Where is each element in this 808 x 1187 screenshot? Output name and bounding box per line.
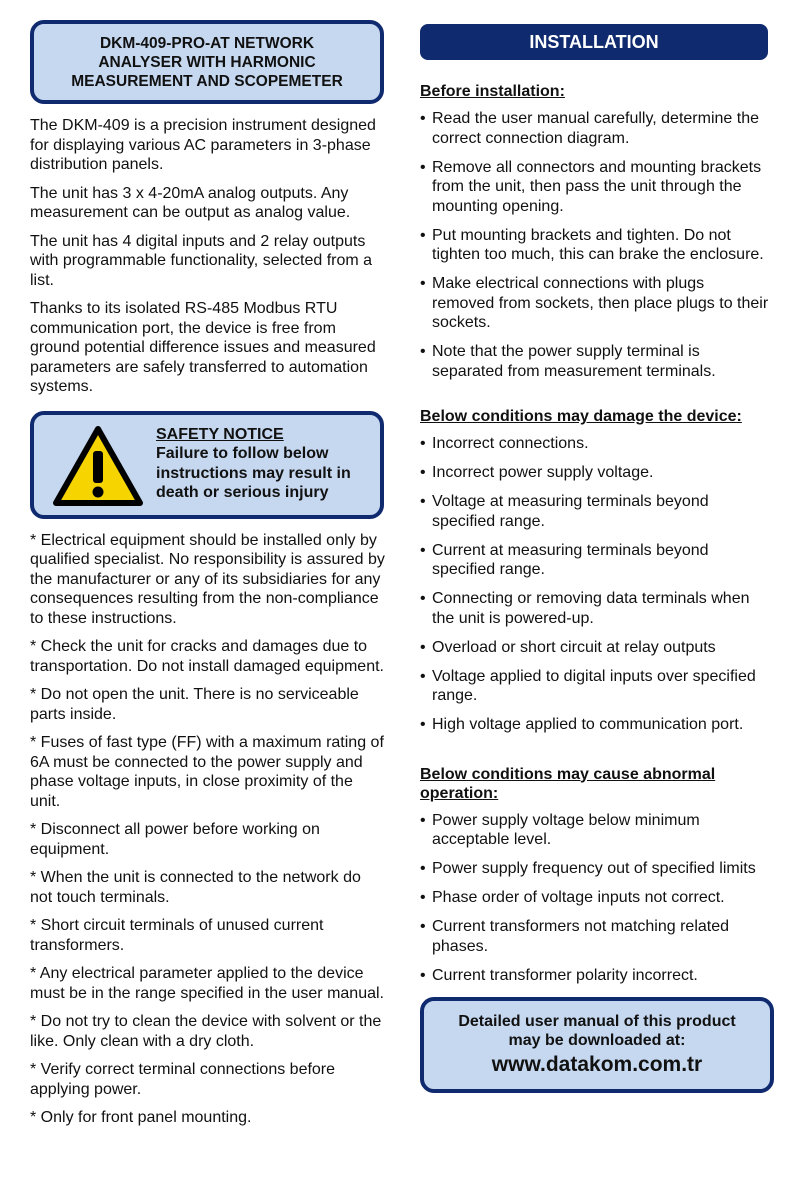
warning-triangle-icon	[52, 425, 144, 507]
safety-notice-box	[30, 411, 384, 519]
list-item: • Overload or short circuit at relay outputs	[420, 638, 770, 658]
safety-rule: * Electrical equipment should be installed only by qualified specialist. No responsibility is assured by the manufacturer or any of its subsidiaries for any consequences resulting from the non-compliance to these instructions.	[30, 531, 385, 627]
list-item: • Current transformers not matching related phases.	[420, 917, 770, 956]
list-item: • Note that the power supply terminal is separated from measurement terminals.	[420, 342, 770, 381]
damage-conditions-list	[420, 434, 770, 735]
list-item: • Connecting or removing data terminals when the unit is powered-up.	[420, 589, 770, 628]
list-item: • Current at measuring terminals beyond specified range.	[420, 541, 770, 580]
product-title-box	[30, 20, 384, 104]
list-item: • Power supply voltage below minimum acceptable level.	[420, 811, 770, 850]
list-item: • Read the user manual carefully, determine the correct connection diagram.	[420, 109, 770, 148]
safety-rule: * Verify correct terminal connections before applying power.	[30, 1061, 336, 1098]
list-item: • Current transformer polarity incorrect.	[420, 966, 770, 986]
right-column	[420, 24, 770, 1093]
title-line: MEASUREMENT AND SCOPEMETER	[71, 72, 343, 90]
list-item: • Put mounting brackets and tighten. Do not tighten too much, this can brake the enclosure.	[420, 226, 770, 265]
intro-paragraph: Thanks to its isolated RS-485 Modbus RTU communication port, the device is free from ground potential difference issues and measured parameters are safely transferred to automation systems.	[30, 300, 376, 395]
abnormal-operation-section	[420, 765, 770, 986]
intro-paragraph: The unit has 4 digital inputs and 2 relay outputs with programmable functionality, selected from a list.	[30, 232, 373, 289]
safety-rule: * Only for front panel mounting.	[30, 1109, 252, 1126]
left-column	[30, 20, 386, 1137]
damage-conditions-section	[420, 407, 770, 735]
website-url: www.datakom.com.tr	[491, 1053, 703, 1076]
intro-paragraph: The DKM-409 is a precision instrument designed for displaying various AC parameters in 3-phase distribution panels.	[30, 117, 376, 173]
section-title: Before installation:	[420, 83, 565, 100]
download-text: may be downloaded at:	[508, 1032, 686, 1049]
safety-heading: SAFETY NOTICE	[156, 425, 284, 443]
download-info-box	[420, 997, 774, 1093]
list-item: • High voltage applied to communication port.	[420, 715, 770, 735]
intro-paragraph: The unit has 3 x 4-20mA analog outputs. Any measurement can be output as analog value.	[30, 184, 351, 221]
abnormal-operation-list	[420, 811, 770, 986]
safety-text	[156, 425, 371, 503]
safety-rules	[30, 531, 386, 1128]
list-item: • Phase order of voltage inputs not correct.	[420, 888, 770, 908]
safety-rule: * Fuses of fast type (FF) with a maximum rating of 6A must be connected to the power supply and phase voltage inputs, in close proximity of the unit.	[30, 734, 384, 810]
list-item: • Voltage applied to digital inputs over specified range.	[420, 667, 770, 706]
intro-section	[30, 116, 386, 397]
section-title: Below conditions may cause abnormal operation:	[420, 765, 716, 802]
download-text: Detailed user manual of this product	[458, 1013, 736, 1030]
list-item: • Incorrect power supply voltage.	[420, 463, 770, 483]
safety-warning: Failure to follow below instructions may result in death or serious injury	[156, 445, 351, 501]
installation-header: INSTALLATION	[420, 24, 768, 60]
product-title	[71, 34, 343, 91]
before-installation-list	[420, 109, 770, 381]
before-installation-section	[420, 82, 770, 381]
list-item: • Voltage at measuring terminals beyond specified range.	[420, 492, 770, 531]
section-title: Below conditions may damage the device:	[420, 408, 742, 425]
safety-rule: * Short circuit terminals of unused current transformers.	[30, 917, 324, 954]
safety-rule: * When the unit is connected to the network do not touch terminals.	[30, 869, 361, 906]
title-line: ANALYSER WITH HARMONIC	[98, 53, 316, 71]
safety-rule: * Disconnect all power before working on equipment.	[30, 821, 320, 858]
safety-rule: * Do not try to clean the device with solvent or the like. Only clean with a dry cloth.	[30, 1013, 382, 1050]
list-item: • Power supply frequency out of specified limits	[420, 859, 770, 879]
safety-rule: * Do not open the unit. There is no serviceable parts inside.	[30, 686, 359, 723]
list-item: • Incorrect connections.	[420, 434, 770, 454]
list-item: • Make electrical connections with plugs removed from sockets, then place plugs to their sockets.	[420, 274, 770, 333]
safety-rule: * Check the unit for cracks and damages due to transportation. Do not install damaged equipment.	[30, 638, 384, 675]
list-item: • Remove all connectors and mounting brackets from the unit, then pass the unit through the mounting opening.	[420, 158, 770, 217]
safety-rule: * Any electrical parameter applied to the device must be in the range specified in the user manual.	[30, 965, 384, 1002]
title-line: DKM-409-PRO-AT NETWORK	[99, 34, 315, 52]
